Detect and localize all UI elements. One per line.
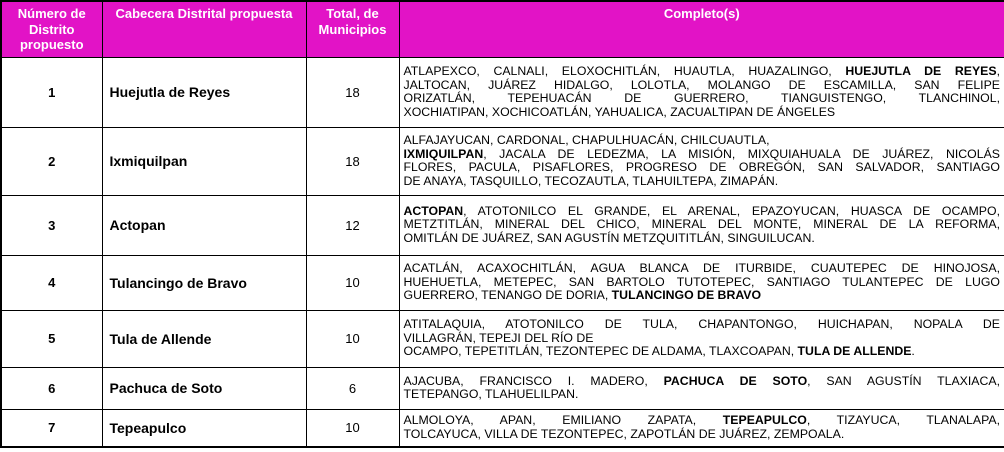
district-number: 7 — [1, 409, 102, 447]
column-header-completos: Completo(s) — [399, 1, 1004, 57]
district-cabecera: Ixmiquilpan — [102, 127, 306, 195]
district-total-municipios: 6 — [306, 367, 399, 409]
district-number: 6 — [1, 367, 102, 409]
table-row — [1, 255, 1004, 310]
district-number: 1 — [1, 57, 102, 127]
table-row — [1, 57, 1004, 127]
district-cabecera: Pachuca de Soto — [102, 367, 306, 409]
district-cabecera: Tula de Allende — [102, 310, 306, 367]
column-header-district-number: Número de Distrito propuesto — [1, 1, 102, 57]
district-total-municipios: 10 — [306, 409, 399, 447]
district-total-municipios: 10 — [306, 310, 399, 367]
district-number: 5 — [1, 310, 102, 367]
district-total-municipios: 18 — [306, 57, 399, 127]
municipality-list: ALMOLOYA, APAN, EMILIANO ZAPATA, TEPEAPULCO, TIZAYUCA, TLANALAPA, TOLCAYUCA, VILLA DE TEZONTEPEC, ZAPOTLÁN DE JUÁREZ, ZEMPOALA. — [399, 409, 1004, 447]
municipality-list: ACATLÁN, ACAXOCHITLÁN, AGUA BLANCA DE ITURBIDE, CUAUTEPEC DE HINOJOSA, HUEHUETLA, METEPEC, SAN BARTOLO TUTOTEPEC, SANTIAGO TULANTEPEC DE LUGO GUERRERO, TENANGO DE DORIA, TULANCINGO DE BRAVO — [399, 255, 1004, 310]
district-total-municipios: 10 — [306, 255, 399, 310]
district-number: 3 — [1, 195, 102, 255]
header-row — [1, 1, 1004, 57]
municipality-list: AJACUBA, FRANCISCO I. MADERO, PACHUCA DE SOTO, SAN AGUSTÍN TLAXIACA, TETEPANGO, TLAHUELILPAN. — [399, 367, 1004, 409]
table-row — [1, 310, 1004, 367]
table-row — [1, 195, 1004, 255]
municipality-list: ALFAJAYUCAN, CARDONAL, CHAPULHUACÁN, CHILCUAUTLA, IXMIQUILPAN, JACALA DE LEDEZMA, LA MISIÓN, MIXQUIAHUALA DE JUÁREZ, NICOLÁS FLORES, PACULA, PISAFLORES, PROGRESO DE OBREGÓN, SAN SALVADOR, SANTIAGO DE ANAYA, TASQUILLO, TECOZAUTLA, TLAHUILTEPA, ZIMAPÁN. — [399, 127, 1004, 195]
district-total-municipios: 18 — [306, 127, 399, 195]
table-row — [1, 409, 1004, 447]
table-row — [1, 127, 1004, 195]
district-total-municipios: 12 — [306, 195, 399, 255]
table-row — [1, 367, 1004, 409]
district-cabecera: Tulancingo de Bravo — [102, 255, 306, 310]
municipality-list: ATITALAQUIA, ATOTONILCO DE TULA, CHAPANTONGO, HUICHAPAN, NOPALA DE VILLAGRÁN, TEPEJI DEL RÍO DE OCAMPO, TEPETITLÁN, TEZONTEPEC DE ALDAMA, TLAXCOAPAN, TULA DE ALLENDE. — [399, 310, 1004, 367]
district-number: 2 — [1, 127, 102, 195]
municipality-list: ATLAPEXCO, CALNALI, ELOXOCHITLÁN, HUAUTLA, HUAZALINGO, HUEJUTLA DE REYES, JALTOCAN, JUÁREZ HIDALGO, LOLOTLA, MOLANGO DE ESCAMILLA, SAN FELIPE ORIZATLÁN, TEPEHUACÁN DE GUERRERO, TIANGUISTENGO, TLANCHINOL, XOCHIATIPAN, XOCHICOATLÁN, YAHUALICA, ZACUALTIPAN DE ÁNGELES — [399, 57, 1004, 127]
district-cabecera: Huejutla de Reyes — [102, 57, 306, 127]
column-header-total-municipios: Total, de Municipios — [306, 1, 399, 57]
district-number: 4 — [1, 255, 102, 310]
district-cabecera: Actopan — [102, 195, 306, 255]
municipality-list: ACTOPAN, ATOTONILCO EL GRANDE, EL ARENAL, EPAZOYUCAN, HUASCA DE OCAMPO, METZTITLÁN, MINERAL DEL CHICO, MINERAL DEL MONTE, MINERAL DE LA REFORMA, OMITLÁN DE JUÁREZ, SAN AGUSTÍN METZQUITITLÁN, SINGUILUCAN. — [399, 195, 1004, 255]
district-cabecera: Tepeapulco — [102, 409, 306, 447]
column-header-cabecera: Cabecera Distrital propuesta — [102, 1, 306, 57]
